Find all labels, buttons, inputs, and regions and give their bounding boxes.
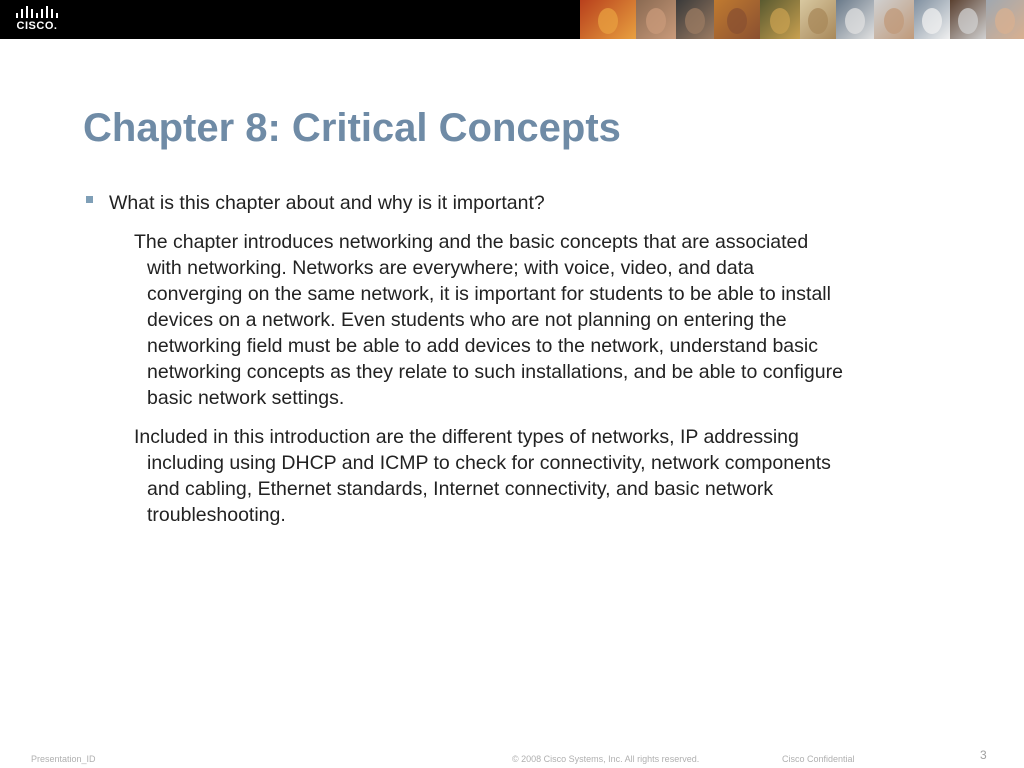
photo-face-shape: [685, 8, 705, 34]
photo-face-shape: [995, 8, 1015, 34]
footer-copyright: © 2008 Cisco Systems, Inc. All rights reserved.: [512, 754, 700, 764]
photo-face-shape: [958, 8, 978, 34]
paragraph-line: including using DHCP and ICMP to check for connectivity, network components: [147, 452, 831, 474]
paragraph-line: devices on a network. Even students who are not planning on entering the: [147, 309, 787, 331]
cisco-bars-icon: [15, 6, 59, 19]
paragraph-line: Included in this introduction are the different types of networks, IP addressing: [134, 426, 799, 448]
photo-face-shape: [884, 8, 904, 34]
paragraph-topics: [134, 424, 974, 528]
paragraph-line: networking concepts as they relate to such installations, and be able to configure: [147, 361, 843, 383]
photo-face-shape: [646, 8, 666, 34]
header-photo-tile: [914, 0, 950, 39]
logo-wordmark: CISCO.: [16, 20, 58, 32]
footer-presentation-id: Presentation_ID: [31, 754, 96, 764]
paragraph-line: converging on the same network, it is important for students to be able to install: [147, 283, 831, 305]
page-number: 3: [980, 748, 987, 762]
header-photo-tile: [986, 0, 1024, 39]
paragraph-line: and cabling, Ethernet standards, Internet connectivity, and basic network: [147, 478, 774, 500]
header-photo-tile: [950, 0, 986, 39]
slide-title: Chapter 8: Critical Concepts: [83, 106, 621, 150]
photo-face-shape: [922, 8, 942, 34]
cisco-logo: [14, 6, 60, 34]
bullet-question: What is this chapter about and why is it important?: [109, 192, 545, 214]
photo-face-shape: [598, 8, 618, 34]
footer-confidential: Cisco Confidential: [782, 754, 855, 764]
paragraph-line: networking field must be able to add devices to the network, understand basic: [147, 335, 818, 357]
photo-face-shape: [808, 8, 828, 34]
bullet-square-icon: [86, 196, 93, 203]
header-photo-tile: [874, 0, 914, 39]
header-photo-tile: [800, 0, 836, 39]
header-photo-strip: [580, 0, 1024, 39]
paragraph-line: troubleshooting.: [147, 504, 286, 526]
photo-face-shape: [845, 8, 865, 34]
header-photo-tile: [836, 0, 874, 39]
photo-face-shape: [727, 8, 747, 34]
header-photo-tile: [580, 0, 636, 39]
header-bar: [0, 0, 1024, 39]
photo-face-shape: [770, 8, 790, 34]
header-photo-tile: [636, 0, 676, 39]
paragraph-line: basic network settings.: [147, 387, 345, 409]
header-photo-tile: [676, 0, 714, 39]
paragraph-line: The chapter introduces networking and the basic concepts that are associated: [134, 231, 809, 253]
paragraph-line: with networking. Networks are everywhere; with voice, video, and data: [147, 257, 754, 279]
paragraph-introduction: [134, 229, 974, 411]
header-photo-tile: [760, 0, 800, 39]
header-photo-tile: [714, 0, 760, 39]
